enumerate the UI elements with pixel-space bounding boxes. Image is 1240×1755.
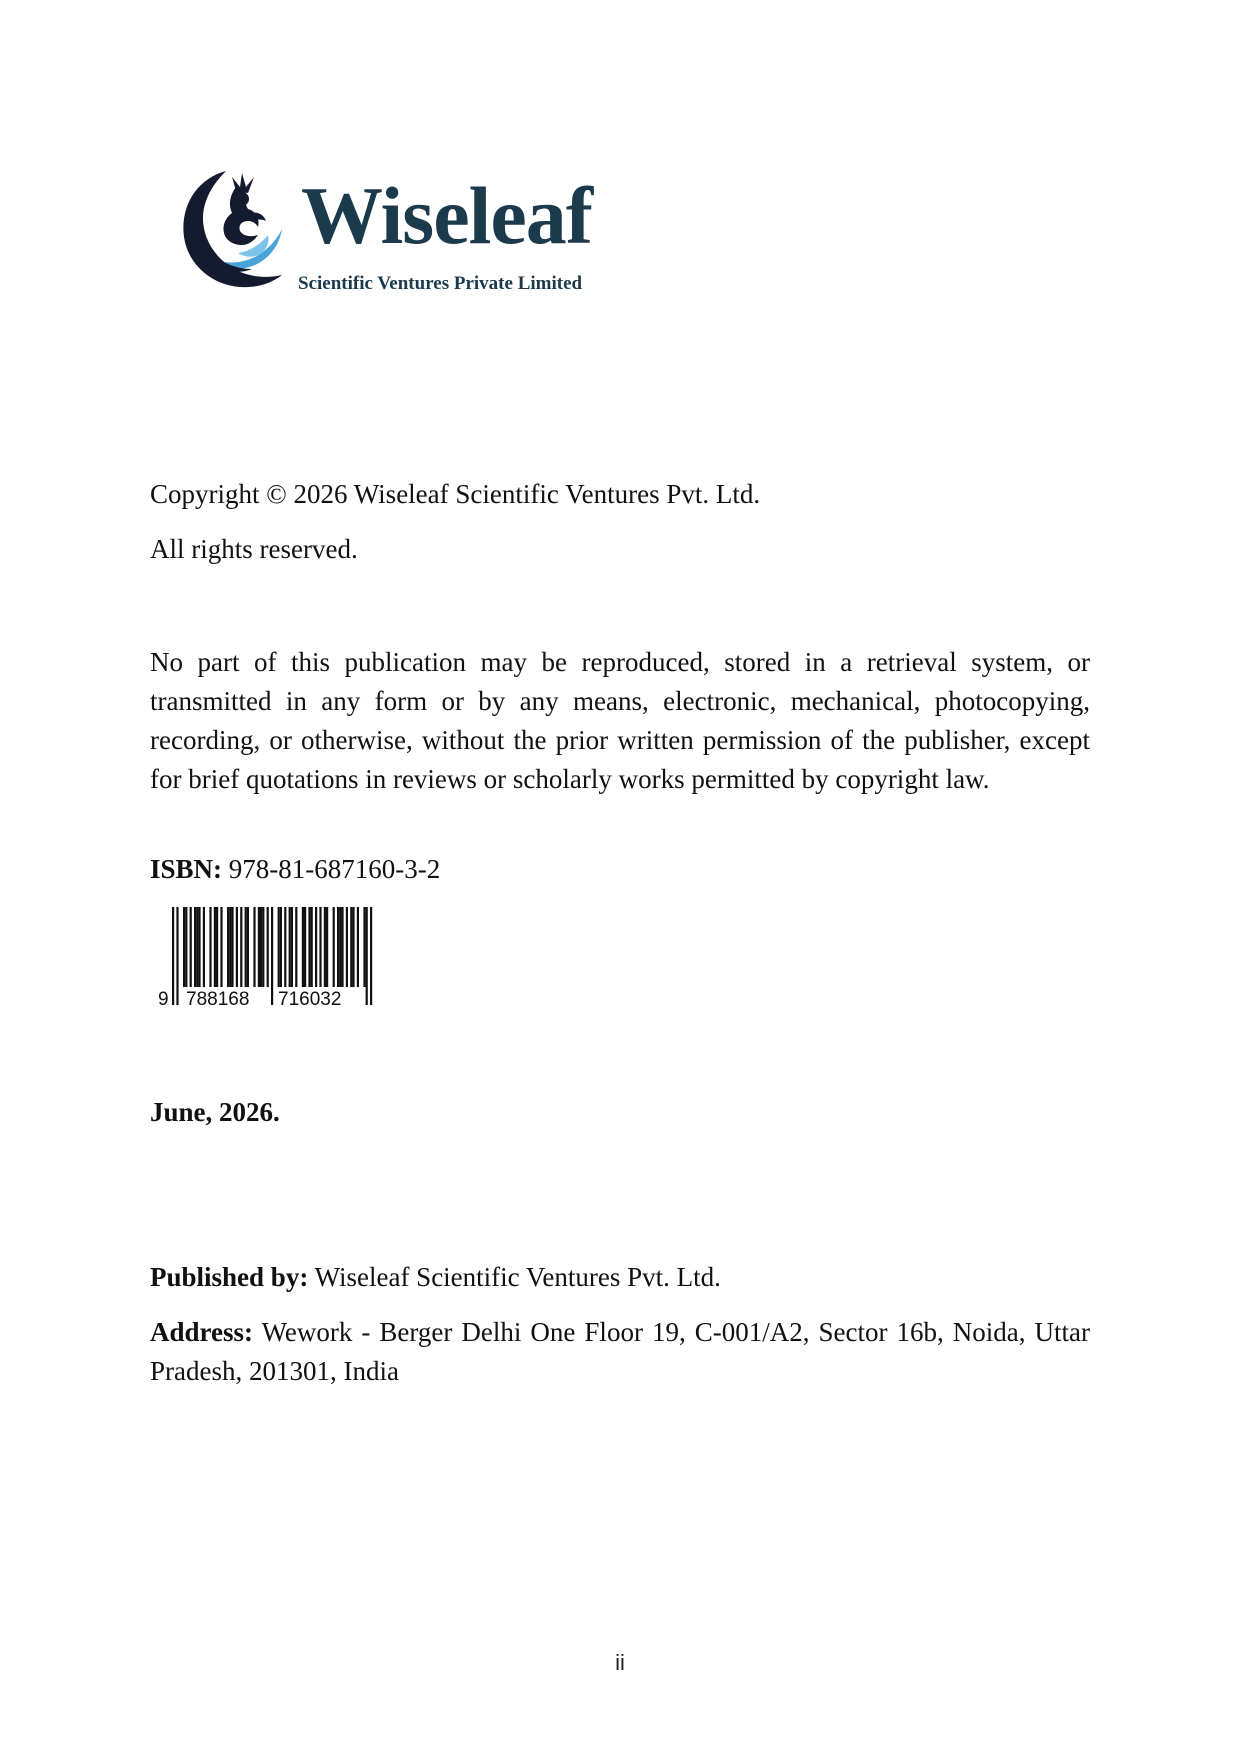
barcode-bar [366,907,368,1005]
barcode-bar [346,907,348,987]
barcode-bar [311,907,313,987]
barcode-bar [260,907,262,987]
logo-wordmark: Wiseleaf [301,170,593,261]
barcode-bar [284,907,286,987]
barcode-bar [216,907,218,987]
mermaid-crescent-icon [178,165,288,290]
barcode-bar [194,907,196,987]
barcode-bar [280,907,282,987]
barcode-bar [350,907,352,987]
barcode-bar [363,907,365,987]
barcode-bar [190,907,192,987]
barcode-left-digits: 788168 [186,989,250,1010]
barcode-bar [203,907,205,987]
publication-date: June, 2026. [150,1097,280,1127]
barcode-bar [176,907,178,1005]
barcode-bar [253,907,255,987]
barcode-bar [278,907,280,987]
barcode-bar [291,907,293,987]
publisher-label: Published by: [150,1262,309,1292]
barcode-bar [337,907,339,987]
publisher-value: Wiseleaf Scientific Ventures Pvt. Ltd. [314,1262,721,1292]
barcode-bar [357,907,359,987]
barcode-bar [214,907,216,987]
barcode-bar [326,907,328,987]
barcode-bar [229,907,231,987]
address-line [150,1313,1090,1391]
barcode-bar [339,907,341,987]
barcode-bar [236,907,238,987]
barcode-bar [271,907,273,1005]
address-value: Wework - Berger Delhi One Floor 19, C-001/A2, Sector 16b, Noida, Uttar Pradesh, 201301, India [150,1317,1091,1386]
barcode-bar [304,907,306,987]
barcode-bar [319,907,321,987]
barcode-bar [315,907,317,987]
barcode-bar [185,907,187,987]
barcode-bar [262,907,264,987]
isbn-barcode [150,905,375,1010]
barcode-bar [198,907,200,987]
isbn-label: ISBN: [150,854,223,884]
logo-tagline: Scientific Ventures Private Limited [298,273,583,294]
barcode-bar [183,907,185,987]
barcode-lead-digit: 9 [158,989,169,1010]
copyright-notice: No part of this publication may be reproduced, stored in a retrieval system, or transmitted in any form or by any means, electronic, mechanical, photocopying, recording, or otherwise, without the prior written permission of the publisher, except for brief quotations in reviews or scholarly works permitted by copyright law. [150,647,1090,794]
barcode-bar [352,907,354,987]
barcode-bar [258,907,260,987]
barcode-bar [302,907,304,987]
barcode-bar [289,907,291,987]
barcode-bar [196,907,198,987]
barcode-bar [209,907,211,987]
barcode-bar [324,907,326,987]
barcode-bar [220,907,222,987]
barcode-bar [172,907,174,1005]
rights-reserved: All rights reserved. [150,534,358,564]
publisher-line [150,1258,1090,1297]
barcode-right-digits: 716032 [278,989,342,1010]
isbn-line [150,850,1090,889]
copyright-line: Copyright © 2026 Wiseleaf Scientific Ventures Pvt. Ltd. [150,479,761,509]
address-label: Address: [150,1317,254,1347]
barcode-bar [231,907,233,987]
barcode-bar [370,907,372,1005]
barcode-bar [295,907,297,987]
barcode-bar [333,907,335,987]
barcode-bar [247,907,249,987]
barcode-bar [227,907,229,987]
barcode-bar [245,907,247,987]
barcode-bar [267,907,269,987]
barcode-bar [308,907,310,987]
page-number: ii [615,1650,625,1675]
barcode-bar [240,907,242,987]
barcode-bar [341,907,343,987]
isbn-value: 978-81-687160-3-2 [228,854,441,884]
publisher-logo [178,165,638,300]
